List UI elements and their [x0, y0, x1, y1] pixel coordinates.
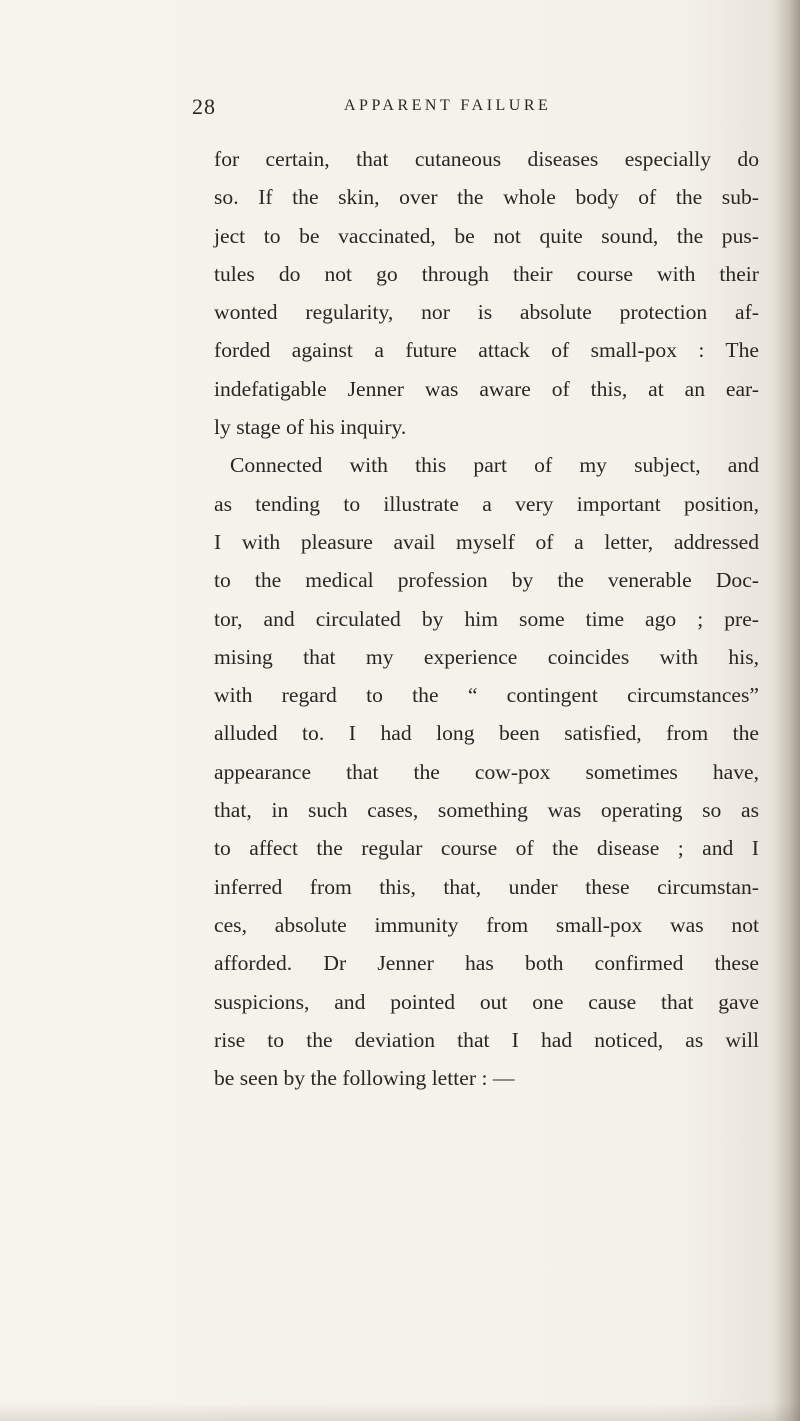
- text-line: alluded to. I had long been satisfied, from the: [214, 721, 759, 746]
- text-line: tor, and circulated by him some time ago ; pre-: [214, 606, 759, 631]
- text-line: to affect the regular course of the disease ; and I: [214, 836, 759, 861]
- text-line: tules do not go through their course with their: [214, 261, 759, 286]
- text-line: ly stage of his inquiry.: [214, 415, 407, 440]
- body-text: [214, 140, 759, 1097]
- text-line: appearance that the cow-pox sometimes have,: [214, 759, 759, 784]
- text-line: indefatigable Jenner was aware of this, at an ear-: [214, 376, 759, 401]
- text-line: inferred from this, that, under these circumstan-: [214, 874, 759, 899]
- page-number: 28: [192, 94, 216, 119]
- text-line: as tending to illustrate a very important position,: [214, 491, 759, 516]
- text-line: ces, absolute immunity from small-pox was not: [214, 912, 759, 937]
- text-line: forded against a future attack of small-pox : The: [214, 338, 759, 363]
- text-line: be seen by the following letter : —: [214, 1066, 515, 1091]
- text-line: to the medical profession by the venerable Doc-: [214, 568, 759, 593]
- text-line: I with pleasure avail myself of a letter, addressed: [214, 529, 759, 554]
- running-title: APPARENT FAILURE: [344, 97, 552, 114]
- text-line: suspicions, and pointed out one cause that gave: [214, 989, 759, 1014]
- gutter-shadow: [774, 0, 800, 1421]
- text-line: ject to be vaccinated, be not quite sound, the pus-: [214, 223, 759, 248]
- running-head: [192, 94, 752, 122]
- text-line: afforded. Dr Jenner has both confirmed these: [214, 951, 759, 976]
- bottom-edge-shadow: [0, 1403, 800, 1421]
- text-line: that, in such cases, something was operating so as: [214, 798, 759, 823]
- text-line: rise to the deviation that I had noticed, as will: [214, 1027, 759, 1052]
- text-line: wonted regularity, nor is absolute protection af-: [214, 300, 759, 325]
- text-line: Connected with this part of my subject, and: [230, 453, 759, 478]
- text-line: for certain, that cutaneous diseases especially do: [214, 147, 759, 171]
- text-line: with regard to the “ contingent circumstances”: [214, 683, 759, 708]
- text-line: so. If the skin, over the whole body of the sub-: [214, 185, 759, 210]
- text-line: mising that my experience coincides with his,: [214, 644, 759, 669]
